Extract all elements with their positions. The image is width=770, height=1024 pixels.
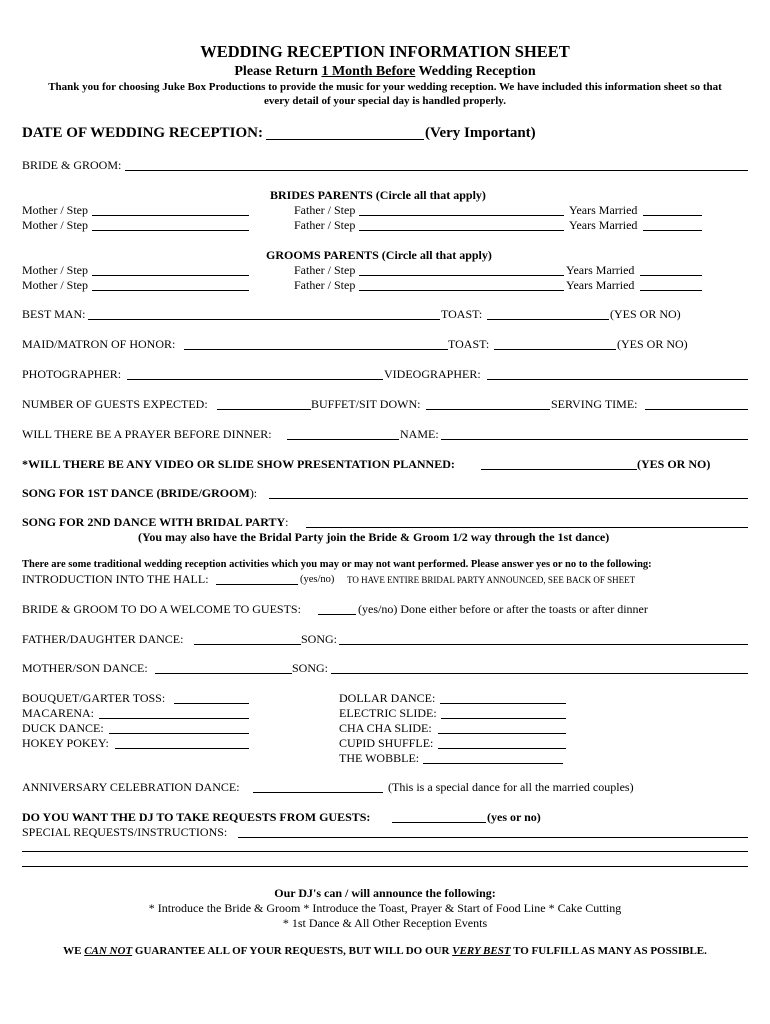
groom-father-label-1: Father / Step xyxy=(294,263,356,277)
special-label: SPECIAL REQUESTS/INSTRUCTIONS: xyxy=(22,825,228,839)
activity-macarena-field[interactable] xyxy=(99,718,249,719)
photographer-field[interactable] xyxy=(127,379,383,380)
song2-note: (You may also have the Bridal Party join the Bride & Groom 1/2 way through the 1st dance) xyxy=(138,530,610,544)
mother-dance-song-label: SONG: xyxy=(292,661,329,675)
maid-toast-label: TOAST: xyxy=(448,337,490,351)
activity-dollar-label: DOLLAR DANCE: xyxy=(339,691,436,705)
anniversary-label: ANNIVERSARY CELEBRATION DANCE: xyxy=(22,780,240,794)
serving-time-field[interactable] xyxy=(645,409,748,410)
footer-line-2: * 1st Dance & All Other Reception Events xyxy=(282,916,488,930)
best-man-toast-label: TOAST: xyxy=(441,307,483,321)
special-field-2[interactable] xyxy=(22,851,748,852)
father-dance-song-label: SONG: xyxy=(301,632,338,646)
bride-father-label-2: Father / Step xyxy=(294,218,356,232)
date-label: DATE OF WEDDING RECEPTION: xyxy=(22,125,263,141)
thanks-line-1: Thank you for choosing Juke Box Productions to provide the music for your wedding reception. We have included this information sheet so that xyxy=(48,81,722,93)
song2-label: SONG FOR 2ND DANCE WITH BRIDAL PARTY: xyxy=(22,515,289,529)
welcome-label: BRIDE & GROOM TO DO A WELCOME TO GUESTS: xyxy=(22,602,301,616)
groom-mother-label-1: Mother / Step xyxy=(22,263,88,277)
date-field[interactable] xyxy=(266,139,424,140)
videographer-label: VIDEOGRAPHER: xyxy=(384,367,481,381)
song1-label: SONG FOR 1ST DANCE (BRIDE/GROOM): xyxy=(22,486,258,500)
best-man-label: BEST MAN: xyxy=(22,307,86,321)
maid-field[interactable] xyxy=(184,349,448,350)
footer-heading: Our DJ's can / will announce the following: xyxy=(274,886,496,900)
groom-mother-label-2: Mother / Step xyxy=(22,278,88,292)
thanks-line-2: every detail of your special day is handled properly. xyxy=(264,95,506,107)
return-instruction: Please Return 1 Month Before Wedding Reception xyxy=(234,64,536,79)
video-label: *WILL THERE BE ANY VIDEO OR SLIDE SHOW PRESENTATION PLANNED: xyxy=(22,457,455,471)
date-note: (Very Important) xyxy=(425,125,536,141)
bride-years-field-2[interactable] xyxy=(643,230,702,231)
guests-expected-label: NUMBER OF GUESTS EXPECTED: xyxy=(22,397,208,411)
best-man-field[interactable] xyxy=(88,319,440,320)
activity-macarena-label: MACARENA: xyxy=(22,706,95,720)
activity-cupid-field[interactable] xyxy=(438,748,566,749)
activity-duck-label: DUCK DANCE: xyxy=(22,721,104,735)
anniversary-note: (This is a special dance for all the married couples) xyxy=(388,780,634,794)
bride-mother-label-2: Mother / Step xyxy=(22,218,88,232)
mother-dance-song-field[interactable] xyxy=(331,673,748,674)
best-man-toast-field[interactable] xyxy=(487,319,609,320)
anniversary-field[interactable] xyxy=(253,792,383,793)
special-field-3[interactable] xyxy=(22,866,748,867)
father-dance-field[interactable] xyxy=(194,644,301,645)
videographer-field[interactable] xyxy=(487,379,748,380)
serving-time-label: SERVING TIME: xyxy=(551,397,638,411)
buffet-label: BUFFET/SIT DOWN: xyxy=(311,397,421,411)
traditions-note: There are some traditional wedding reception activities which you may or may not want performed. Please answer yes or no to the following: xyxy=(22,559,652,570)
bride-groom-field[interactable] xyxy=(125,170,748,171)
activity-bouquet-label: BOUQUET/GARTER TOSS: xyxy=(22,691,166,705)
groom-father-label-2: Father / Step xyxy=(294,278,356,292)
bride-mother-label-1: Mother / Step xyxy=(22,203,88,217)
activity-hokey-label: HOKEY POKEY: xyxy=(22,736,109,750)
form-title: WEDDING RECEPTION INFORMATION SHEET xyxy=(200,42,570,61)
mother-dance-label: MOTHER/SON DANCE: xyxy=(22,661,148,675)
requests-field[interactable] xyxy=(392,822,486,823)
bride-father-field-2[interactable] xyxy=(359,230,564,231)
bride-mother-field-1[interactable] xyxy=(92,215,249,216)
groom-years-field-2[interactable] xyxy=(640,290,702,291)
father-dance-label: FATHER/DAUGHTER DANCE: xyxy=(22,632,184,646)
special-field-1[interactable] xyxy=(238,837,748,838)
requests-yesno: (yes or no) xyxy=(487,810,541,824)
activity-duck-field[interactable] xyxy=(109,733,249,734)
intro-note: TO HAVE ENTIRE BRIDAL PARTY ANNOUNCED, SEE BACK OF SHEET xyxy=(347,575,636,585)
groom-father-field-2[interactable] xyxy=(359,290,564,291)
song2-field[interactable] xyxy=(306,527,748,528)
best-man-yesno: (YES OR NO) xyxy=(610,307,681,321)
groom-years-label-1: Years Married xyxy=(566,263,635,277)
song1-field[interactable] xyxy=(269,498,748,499)
groom-mother-field-1[interactable] xyxy=(92,275,249,276)
groom-mother-field-2[interactable] xyxy=(92,290,249,291)
brides-parents-heading: BRIDES PARENTS (Circle all that apply) xyxy=(270,188,486,202)
mother-dance-field[interactable] xyxy=(155,673,292,674)
welcome-field[interactable] xyxy=(318,614,356,615)
prayer-name-label: NAME: xyxy=(400,427,439,441)
photographer-label: PHOTOGRAPHER: xyxy=(22,367,122,381)
activity-chacha-label: CHA CHA SLIDE: xyxy=(339,721,432,735)
intro-field[interactable] xyxy=(216,584,298,585)
bride-years-field-1[interactable] xyxy=(643,215,702,216)
guarantee-note: WE CAN NOT GUARANTEE ALL OF YOUR REQUESTS, BUT WILL DO OUR VERY BEST TO FULFILL AS MANY AS POSSIBLE. xyxy=(63,945,707,957)
activity-electric-field[interactable] xyxy=(441,718,566,719)
bride-mother-field-2[interactable] xyxy=(92,230,249,231)
activity-hokey-field[interactable] xyxy=(115,748,249,749)
buffet-field[interactable] xyxy=(426,409,550,410)
activity-electric-label: ELECTRIC SLIDE: xyxy=(339,706,437,720)
bride-years-label-1: Years Married xyxy=(569,203,638,217)
maid-yesno: (YES OR NO) xyxy=(617,337,688,351)
activity-wobble-field[interactable] xyxy=(423,763,563,764)
activity-wobble-label: THE WOBBLE: xyxy=(339,751,420,765)
activity-dollar-field[interactable] xyxy=(440,703,566,704)
video-field[interactable] xyxy=(481,469,637,470)
grooms-parents-heading: GROOMS PARENTS (Circle all that apply) xyxy=(266,248,492,262)
groom-father-field-1[interactable] xyxy=(359,275,564,276)
prayer-label: WILL THERE BE A PRAYER BEFORE DINNER: xyxy=(22,427,272,441)
father-dance-song-field[interactable] xyxy=(339,644,748,645)
footer-line-1: * Introduce the Bride & Groom * Introduce the Toast, Prayer & Start of Food Line * Cake Cutting xyxy=(148,901,622,915)
bride-groom-label: BRIDE & GROOM: xyxy=(22,158,122,172)
activity-cupid-label: CUPID SHUFFLE: xyxy=(339,736,434,750)
intro-yesno: (yes/no) xyxy=(300,574,335,585)
bride-father-field-1[interactable] xyxy=(359,215,564,216)
guests-expected-field[interactable] xyxy=(217,409,311,410)
maid-label: MAID/MATRON OF HONOR: xyxy=(22,337,176,351)
intro-label: INTRODUCTION INTO THE HALL: xyxy=(22,572,209,586)
groom-years-field-1[interactable] xyxy=(640,275,702,276)
activity-chacha-field[interactable] xyxy=(438,733,566,734)
activity-bouquet-field[interactable] xyxy=(174,703,249,704)
bride-years-label-2: Years Married xyxy=(569,218,638,232)
requests-label: DO YOU WANT THE DJ TO TAKE REQUESTS FROM GUESTS: xyxy=(22,810,371,824)
maid-toast-field[interactable] xyxy=(494,349,616,350)
groom-years-label-2: Years Married xyxy=(566,278,635,292)
prayer-name-field[interactable] xyxy=(441,439,748,440)
bride-father-label-1: Father / Step xyxy=(294,203,356,217)
prayer-field[interactable] xyxy=(287,439,399,440)
welcome-note: (yes/no) Done either before or after the toasts or after dinner xyxy=(358,602,648,616)
video-yesno: (YES OR NO) xyxy=(637,457,711,471)
